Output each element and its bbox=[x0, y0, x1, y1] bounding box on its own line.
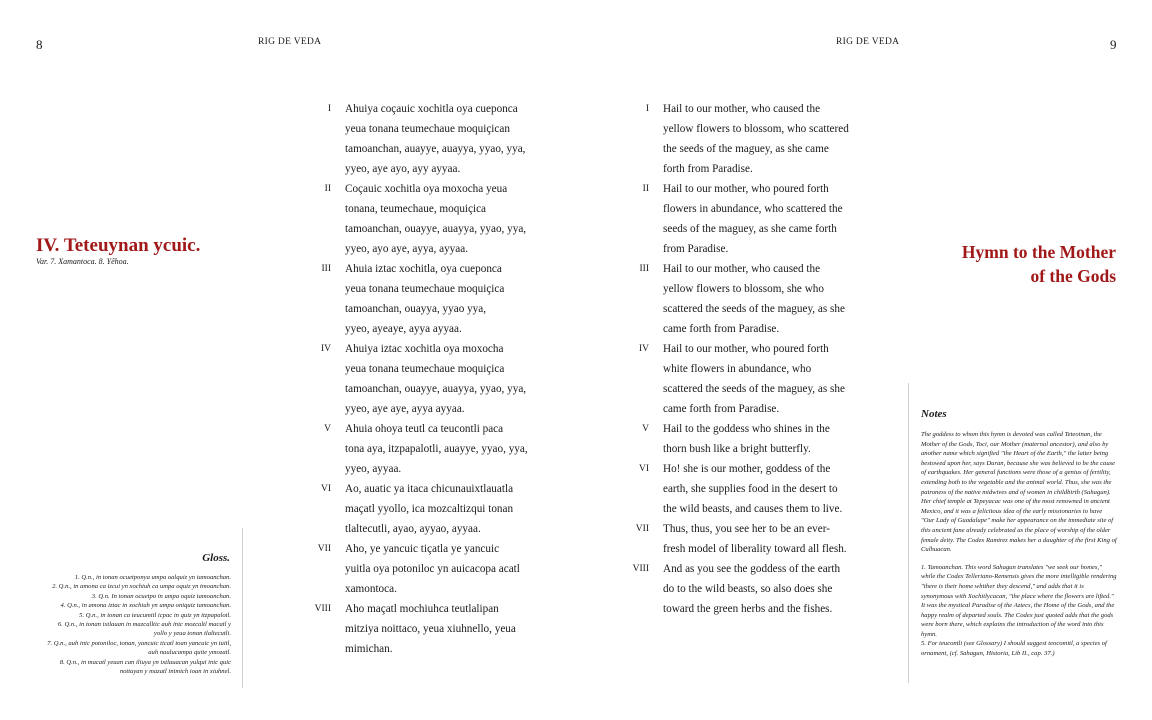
verse-line: thorn bush like a bright butterfly. bbox=[663, 443, 811, 455]
gloss-entry: yollo y yeua tonan tlaltecutli. bbox=[153, 630, 231, 638]
verse-line: scattered the seeds of the maguey, as she bbox=[663, 303, 845, 315]
gloss-entry: nottayan y mazatl inimich ioan in xiuhnel. bbox=[119, 668, 231, 676]
page-number-left: 8 bbox=[36, 37, 43, 52]
page-number-right: 9 bbox=[1110, 37, 1117, 52]
verse-numeral: VI bbox=[320, 484, 331, 494]
verse-line: Hail to our mother, who caused the bbox=[663, 103, 821, 115]
verse-line: Ho! she is our mother, goddess of the bbox=[663, 463, 831, 475]
verse-numeral: VII bbox=[635, 524, 649, 534]
verse-line: yellow flowers to blossom, who scattered bbox=[663, 123, 849, 135]
variant-note: Var. 7. Xamantoca. 8. Yêhoa. bbox=[36, 257, 129, 266]
verse-line: came forth from Paradise. bbox=[663, 323, 780, 335]
gloss-entry: 4. Q.n., in amona iztac in xochiuh yn umpa oniquiz tamoanchan. bbox=[60, 602, 231, 610]
running-head-left: RIG DE VEDA bbox=[258, 37, 322, 47]
verse-line: flowers in abundance, who scattered the bbox=[663, 203, 843, 215]
nahuatl-verses bbox=[314, 99, 528, 659]
verse-line: Hail to our mother, who caused the bbox=[663, 263, 821, 275]
verse-line: white flowers in abundance, who bbox=[663, 363, 812, 375]
verse-line: yyeo, aye ayo, ayy ayyaa. bbox=[345, 163, 461, 175]
verse-line: xamontoca. bbox=[345, 583, 397, 595]
title-line-1: Hymn to the Mother bbox=[961, 242, 1116, 262]
running-head-right: RIG DE VEDA bbox=[836, 37, 900, 47]
verse-line: Coçauic xochitla oya moxocha yeua bbox=[345, 183, 508, 195]
verse-line: fresh model of liberality toward all flesh. bbox=[663, 543, 847, 555]
verse-line: scattered the seeds of the maguey, as she bbox=[663, 383, 845, 395]
verse-line: the seeds of the maguey, as she came bbox=[663, 143, 829, 155]
verse-line: tamoanchan, ouayye, auayya, yyao, yya, bbox=[345, 223, 527, 235]
verse-line: maçatl yyollo, ica mozcaltizqui tonan bbox=[345, 503, 514, 515]
hymn-title-nahuatl: IV. Teteuynan ycuic. bbox=[36, 235, 201, 256]
verse-line: yuitla oya potoniloc yn auicacopa acatl bbox=[345, 563, 520, 575]
verse-numeral: V bbox=[324, 424, 331, 434]
gloss-entry: 1. Q.n., in tonan ocuetponya umpa oalquiz yn tamoanchan. bbox=[74, 574, 231, 581]
verse-numeral: III bbox=[639, 264, 649, 274]
english-verses bbox=[632, 99, 849, 619]
verse-numeral: VI bbox=[638, 464, 649, 474]
verse-line: tamoanchan, auayye, auayya, yyao, yya, bbox=[345, 143, 526, 155]
verse-line: Aho, ye yancuic tiçatla ye yancuic bbox=[345, 543, 500, 555]
gloss-notes bbox=[36, 573, 231, 676]
gloss-entry: 3. Q.n. In tonan ocuetpo in umpa oquiz tamoanchan. bbox=[91, 592, 231, 600]
verse-numeral: I bbox=[327, 104, 331, 114]
gloss-entry: 5. Q.n., in tonan ca teucumitl icpac in quiz yn itzpapalotl. bbox=[79, 611, 231, 619]
verse-line: Ahuiya iztac xochitla oya moxocha bbox=[345, 343, 504, 355]
verse-line: Ao, auatic ya itaca chicunauixtlauatla bbox=[345, 483, 514, 495]
verse-numeral: VIII bbox=[632, 564, 649, 574]
gloss-rule bbox=[242, 528, 243, 688]
hymn-title-english bbox=[896, 240, 1116, 288]
gloss-entry: auh naulucampa quite ymozatl. bbox=[148, 649, 231, 657]
gloss-entry: 7. Q.n., auh inic potoniloc, tonan, yancuic ticatl toan yancuic yn tuitl, bbox=[47, 639, 231, 647]
verse-line: earth, she supplies food in the desert to bbox=[663, 483, 838, 495]
gloss-entry: 2. Q.n., in amona ca izcui yn xochiuh ca umpa oquiz yn tmoanchan. bbox=[52, 583, 231, 591]
verse-line: toward the green herbs and the fishes. bbox=[663, 603, 833, 615]
verse-line: the wild beasts, and causes them to live. bbox=[663, 503, 843, 515]
verse-line: Ahuiya coçauic xochitla oya cueponca bbox=[345, 103, 518, 115]
verse-line: yyeo, ayyaa. bbox=[345, 463, 402, 475]
verse-numeral: II bbox=[324, 184, 331, 194]
verse-line: Hail to our mother, who poured forth bbox=[663, 183, 829, 195]
verse-line: And as you see the goddess of the earth bbox=[663, 563, 841, 575]
notes-body bbox=[921, 430, 1117, 667]
verse-numeral: II bbox=[642, 184, 649, 194]
verse-line: tlaltecutli, ayao, ayyao, ayyaa. bbox=[345, 523, 481, 535]
verse-line: Thus, thus, you see her to be an ever- bbox=[663, 523, 830, 535]
verse-numeral: IV bbox=[638, 344, 649, 354]
note-paragraph: The goddess to whom this hymn is devoted was called Teteoinan, the Mother of the Gods, Toci, our Mother (maternal ancestor), and also by another name which signified "the Heart of the Earth," the latter being bestowed upon her, says Duran, because she was believed to be the cause of earthquakes. Her general functions were those of a genius of fertility, extending both to the vegetable and the animal world. Thus, she was the patroness of the native midwives and of women in childbirth (Sahagun). Her chief temple at Tepeyacac was one of the most renowned in ancient Mexico, and it was a felicitous idea of the early missionaries to have "Our Lady of Guadalupe" make her appearance on the immediate site of this ancient fane already celebrated as the place of worship of the older female deity. The Codex Ramirez makes her a daughter of the first King of Culhuacan. bbox=[921, 431, 1117, 554]
verse-line: yeua tonana teumechaue moquiçica bbox=[345, 363, 505, 375]
gloss-entry: 6. Q.n., in tonan ixtlauan in mazcalltic auh inic mozcaltl macatl y bbox=[57, 621, 231, 629]
verse-line: mimichan. bbox=[345, 643, 393, 655]
verse-line: yyeo, ayeaye, ayya ayyaa. bbox=[345, 323, 462, 335]
verse-line: yellow flowers to blossom, she who bbox=[663, 283, 824, 295]
verse-line: tonana, teumechaue, moquiçica bbox=[345, 203, 487, 215]
verse-numeral: VIII bbox=[314, 604, 331, 614]
verse-line: mitziya noittaco, yeua xiuhnello, yeua bbox=[345, 623, 516, 635]
note-paragraph: 5. For teucontli (see Glossary) I should suggest teocomitl, a species of ornament, (cf. Sahagun, Historia, Lib II., cap. 37.) bbox=[921, 640, 1107, 658]
verse-line: Hail to the goddess who shines in the bbox=[663, 423, 830, 435]
notes-rule bbox=[908, 383, 909, 683]
note-paragraph: 1. Tamoanchan. This word Sahagun translates "we seek our homes," while the Codex Telleriano-Remensis gives the more intelligible rendering "there is their home whither they descend," and adds that it is synonymous with Xochitlycacan, "the place where the flowers are lifted." It was the mystical Paradise of the Aztecs, the Home of the Gods, and the happy realm of departed souls. The Codex just quoted adds that the gods were born there, which explains the introduction of the word into this hymn. bbox=[921, 563, 1117, 638]
verse-line: seeds of the maguey, as she came forth bbox=[663, 223, 837, 235]
verse-line: from Paradise. bbox=[663, 243, 729, 255]
verse-line: tona aya, itzpapalotli, auayye, yyao, yya, bbox=[345, 443, 528, 455]
gloss-entry: 8. Q.n., in macatl yeuan can iliuya yn ixtlauacan yulqui inic quic bbox=[59, 658, 231, 666]
verse-numeral: I bbox=[645, 104, 649, 114]
title-line-2: of the Gods bbox=[1030, 266, 1116, 286]
verse-numeral: IV bbox=[320, 344, 331, 354]
verse-line: came forth from Paradise. bbox=[663, 403, 780, 415]
verse-line: Aho maçatl mochiuhca teutlalipan bbox=[345, 603, 499, 615]
verse-line: yyeo, aye aye, ayya ayyaa. bbox=[345, 403, 465, 415]
verse-line: yeua tonana teumechaue moquiçican bbox=[345, 123, 510, 135]
verse-line: yyeo, ayo aye, ayya, ayyaa. bbox=[345, 243, 469, 255]
verse-line: forth from Paradise. bbox=[663, 163, 753, 175]
verse-line: Hail to our mother, who poured forth bbox=[663, 343, 829, 355]
verse-line: tamoanchan, ouayye, auayya, yyao, yya, bbox=[345, 383, 527, 395]
verse-line: Ahuia ohoya teutl ca teucontli paca bbox=[345, 423, 504, 435]
verse-line: tamoanchan, ouayya, yyao yya, bbox=[345, 303, 487, 315]
verse-line: do to the wild beasts, so also does she bbox=[663, 583, 833, 595]
verse-line: Ahuia iztac xochitla, oya cueponca bbox=[345, 263, 502, 275]
verse-numeral: III bbox=[321, 264, 331, 274]
verse-line: yeua tonana teumechaue moquiçica bbox=[345, 283, 505, 295]
verse-numeral: V bbox=[642, 424, 649, 434]
notes-heading: Notes bbox=[921, 408, 947, 420]
gloss-heading: Gloss. bbox=[202, 552, 230, 564]
verse-numeral: VII bbox=[317, 544, 331, 554]
